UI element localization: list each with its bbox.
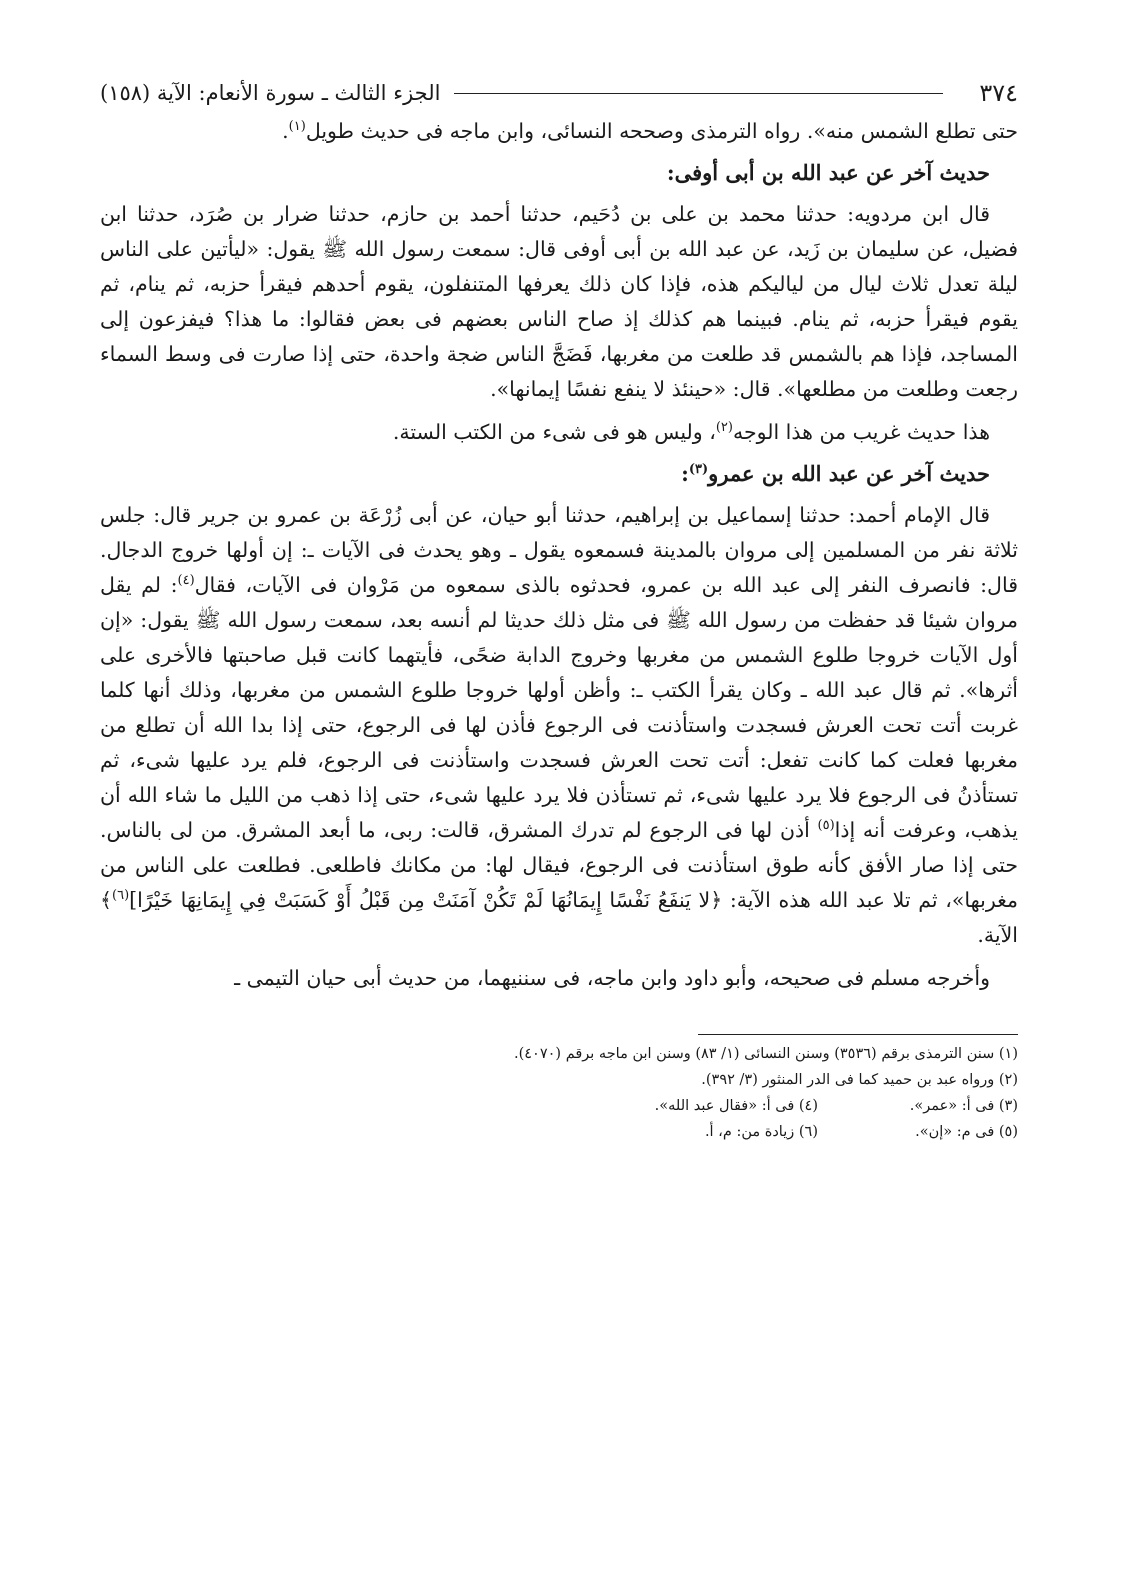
spacer xyxy=(100,407,1018,415)
footnote-6: (٦) زيادة من: م، أ. xyxy=(704,1124,818,1140)
paragraph-5: وأخرجه مسلم فى صحيحه، وأبو داود وابن ماجه، فى سننيهما، من حديث أبى حيان التيمى ـ xyxy=(234,966,990,990)
footnote-4: (٤) فى أ: «فقال عبد الله». xyxy=(654,1098,818,1114)
footnote-3: (٣) فى أ: «عمر». xyxy=(909,1098,1018,1114)
paragraph-2: قال ابن مردويه: حدثنا محمد بن على بن دُحَيم، حدثنا أحمد بن حازم، حدثنا ضرار بن صُرَد، حدثنا ابن فضيل، عن سليمان بن زَيد، عن عبد الله بن أبى أوفى قال: سمعت رسول الله ﷺ يقول: «ليأتين على الناس ليلة تعدل ثلاث ليال من لياليكم هذه، فإذا كان ذلك يعرفها المتنفلون، يقوم أحدهم فيقرأ حزبه، ثم ينام، ثم يقوم فيقرأ حزبه، ثم ينام. فبينما هم كذلك إذ صاح الناس بعضهم فى بعض فقالوا: ما هذا؟ فيفزعون إلى المساجد، فإذا هم بالشمس قد طلعت من مغربها، فَضَجَّ الناس ضجة واحدة، حتى إذا صارت فى وسط السماء رجعت وطلعت من مطلعها». قال: «حينئذ لا ينفع نفسًا إيمانها». xyxy=(100,202,1018,401)
page-number: ٣٧٤ xyxy=(979,79,1018,107)
section-heading-2-end: : xyxy=(681,461,689,486)
footnote-row-3-4 xyxy=(100,1093,1018,1119)
paragraph-3 xyxy=(100,415,1018,450)
paragraph-4-part-d: ﴾ الآية. xyxy=(100,888,1018,947)
footnote-ref-3[interactable]: (٣) xyxy=(688,462,709,477)
paragraph-1 xyxy=(100,114,1018,149)
paragraph-4 xyxy=(100,498,1018,953)
footnote-ref-1[interactable]: (١) xyxy=(288,119,306,135)
footnote-ref-2[interactable]: (٢) xyxy=(715,420,733,436)
book-page xyxy=(100,72,1018,1145)
footnotes xyxy=(100,1041,1018,1145)
footnote-1: (١) سنن الترمذى برقم (٣٥٣٦) وسنن النسائى (١/ ٨٣) وسنن ابن ماجه برقم (٤٠٧٠). xyxy=(513,1046,1018,1062)
paragraph-4-part-c: أذن لها فى الرجوع لم تدرك المشرق، قالت: ربى، ما أبعد المشرق. من لى بالناس. حتى إذا صار الأفق كأنه طوق استأذنت فى الرجوع، فيقال لها: من مكانك فاطلعى. فطلعت على الناس من مغربها»، ثم تلا عبد الله هذه الآية: ﴿لا يَنفَعُ نَفْسًا إِيمَانُهَا لَمْ تَكُنْ آمَنَتْ مِن قَبْلُ أَوْ كَسَبَتْ فِي إِيمَانِهَا خَيْرًا] xyxy=(100,818,1018,912)
footnote-row-5-6 xyxy=(100,1119,1018,1145)
running-title: الجزء الثالث ـ سورة الأنعام: الآية (١٥٨) xyxy=(100,81,441,105)
paragraph-3-rest: ، وليس هو فى شىء من الكتب الستة. xyxy=(392,420,716,444)
paragraph-3-text: هذا حديث غريب من هذا الوجه xyxy=(732,420,990,444)
section-heading-1: حديث آخر عن عبد الله بن أبى أوفى: xyxy=(666,160,990,185)
footnote-ref-6[interactable]: (٦) xyxy=(112,888,130,904)
paragraph-1-end: . xyxy=(282,119,289,143)
paragraph-4-part-b: : لم يقل مروان شيئا قد حفظت من رسول الله ﷺ فى مثل ذلك حديثا لم أنسه بعد، سمعت رسول الله ﷺ يقول: «إن أول الآيات خروجا طلوع الشمس من مغربها وخروج الدابة ضحًى، فأيتهما كانت قبل صاحبتها فالأخرى على أثرها». ثم قال عبد الله ـ وكان يقرأ الكتب ـ: وأظن أولها خروجا طلوع الشمس من مغربها، وذلك أنها كلما غربت أتت تحت العرش فسجدت واستأذنت فى الرجوع فأذن لها فى الرجوع، حتى إذا بدا الله أن تطلع من مغربها فعلت كما كانت تفعل: أتت تحت العرش فسجدت واستأذنت فى الرجوع، فلم يرد عليها شىء، ثم تستأذنُ فى الرجوع فلا يرد عليها شىء، ثم تستأذن فلا يرد عليها شىء، حتى إذا ذهب من الليل ما شاء الله أن يذهب، وعرفت أنه إذا xyxy=(100,573,1018,842)
section-heading-2-text: حديث آخر عن عبد الله بن عمرو xyxy=(708,461,990,486)
header-rule xyxy=(454,93,943,94)
footnote-rule xyxy=(698,1034,1018,1035)
footnote-5: (٥) فى م: «إن». xyxy=(915,1124,1018,1140)
paragraph-1-text: حتى تطلع الشمس منه». رواه الترمذى وصححه النسائى، وابن ماجه فى حديث طويل xyxy=(305,119,1018,143)
footnote-ref-5[interactable]: (٥) xyxy=(817,818,835,834)
spacer xyxy=(100,953,1018,961)
section-heading-2 xyxy=(100,454,990,494)
footnote-2: (٢) ورواه عبد بن حميد كما فى الدر المنثور (٣/ ٣٩٢). xyxy=(701,1072,1018,1088)
footnote-ref-4[interactable]: (٤) xyxy=(177,573,195,589)
paragraph-4-part-a: قال الإمام أحمد: حدثنا إسماعيل بن إبراهيم، حدثنا أبو حيان، عن أبى زُرْعَة بن عمرو بن جرير قال: جلس ثلاثة نفر من المسلمين إلى مروان بالمدينة فسمعوه يقول ـ وهو يحدث فى الآيات ـ: إن أولها خروج الدجال. قال: فانصرف النفر إلى عبد الله بن عمرو، فحدثوه بالذى سمعوه من مَرْوان فى الآيات، فقال xyxy=(100,503,1018,597)
running-header xyxy=(100,72,1018,114)
